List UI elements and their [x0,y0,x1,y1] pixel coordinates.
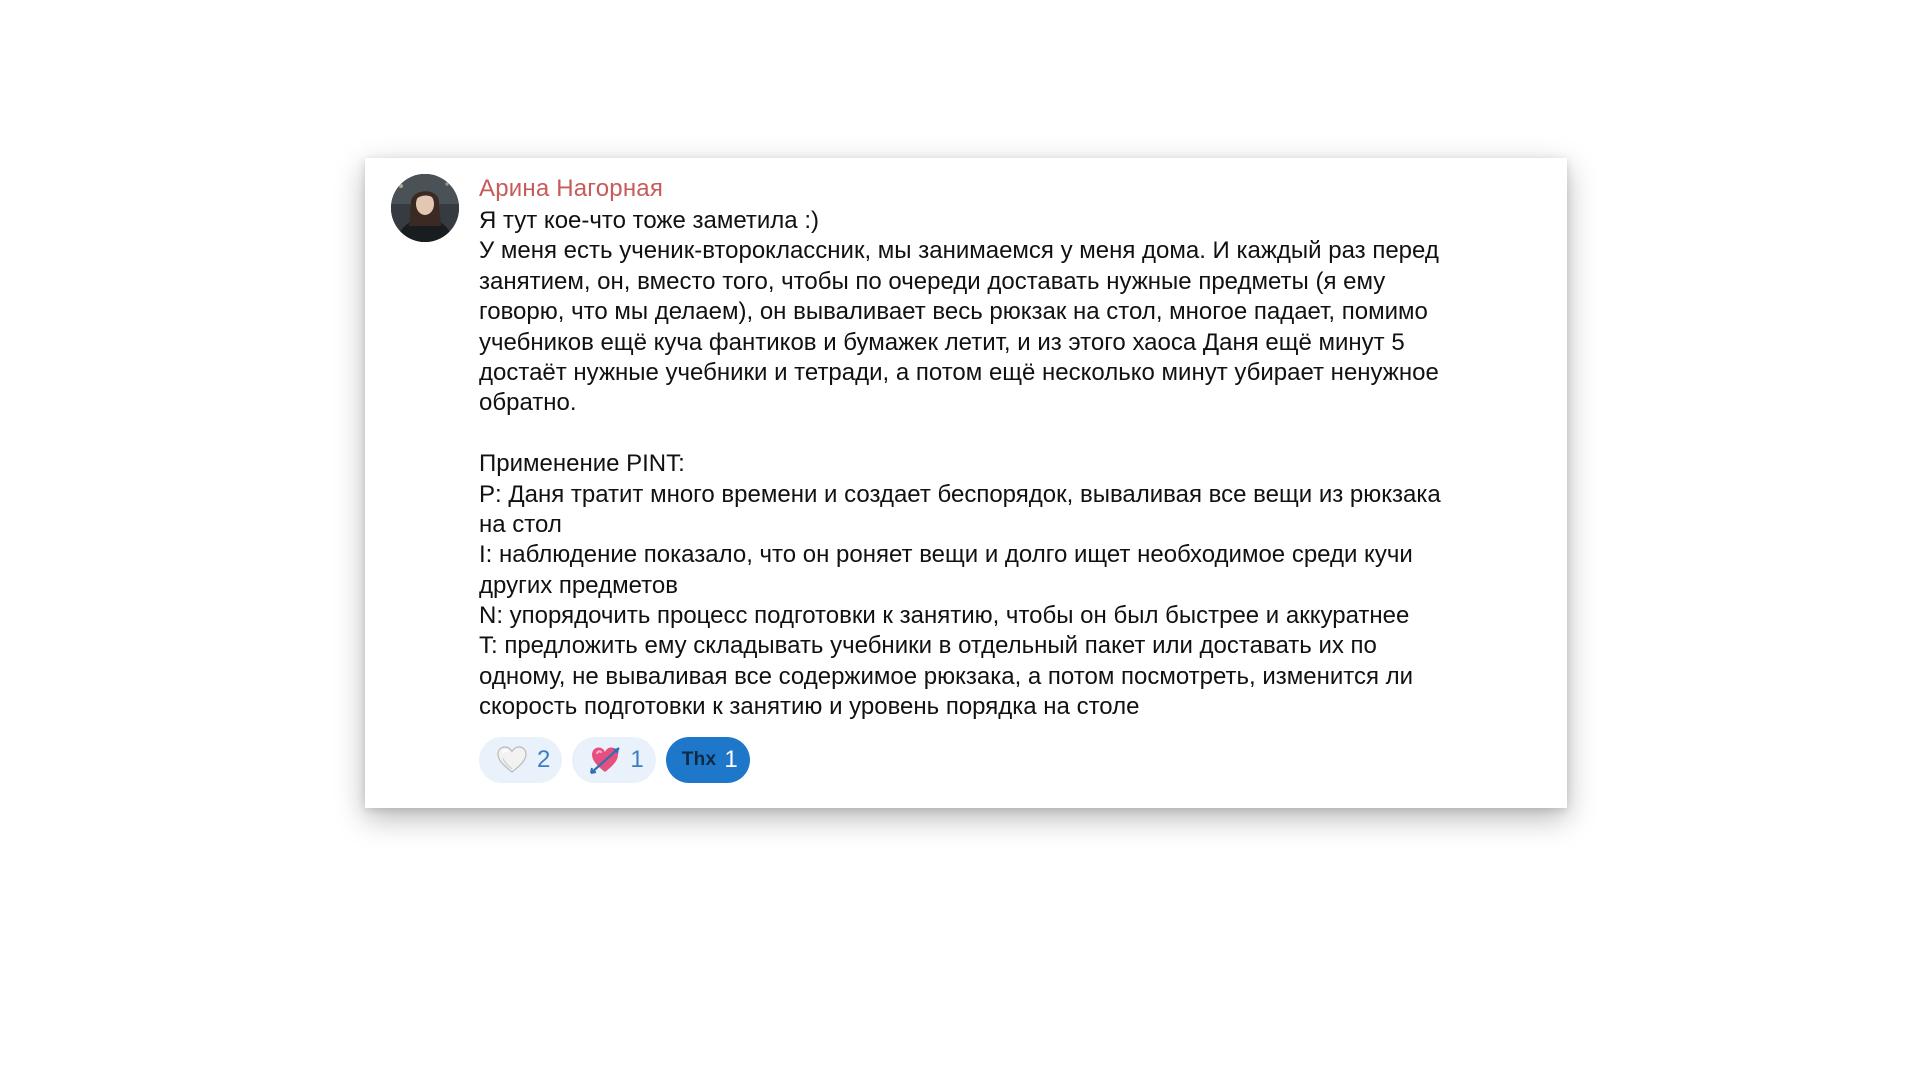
comment-line: на стол [479,510,562,538]
comment-line: P: Даня тратит много времени и создает беспорядок, вываливая все вещи из рюкзака [479,480,1441,508]
comment-line: одному, не вываливая все содержимое рюкзака, а потом посмотреть, изменится ли [479,662,1414,690]
white-heart-icon [495,743,529,777]
thx-sticker-icon: Thx [681,748,717,770]
reaction-heart-arrow-button[interactable] [572,737,655,783]
reaction-white-heart-button[interactable] [479,737,562,783]
author-name[interactable]: Арина Нагорная [479,175,664,202]
reaction-count: 1 [630,745,644,773]
reaction-count: 2 [537,745,551,773]
comment-line: занятием, он, вместо того, чтобы по очереди доставать нужные предметы (я ему [479,267,1386,295]
comment-line: I: наблюдение показало, что он роняет вещи и долго ищет необходимое среди кучи [479,541,1413,569]
reaction-thx-button[interactable] [666,737,750,783]
reactions-bar [479,737,1539,783]
avatar[interactable] [391,174,459,242]
comment-line: скорость подготовки к занятию и уровень порядка на столе [479,693,1140,721]
comment-line: Я тут кое-что тоже заметила :) [479,207,819,234]
comment-line: T: предложить ему складывать учебники в отдельный пакет или доставать их по [479,632,1377,660]
comment-line: учебников ещё куча фантиков и бумажек летит, и из этого хаоса Даня ещё минут 5 [479,328,1405,356]
heart-with-arrow-icon [588,743,622,777]
reaction-count: 1 [724,745,738,773]
avatar-photo-icon [391,174,459,242]
comment-line: обратно. [479,389,577,417]
comment-card [365,158,1567,808]
comment-line [479,419,1539,449]
comment-line: Применение PINT: [479,450,685,478]
comment-line: N: упорядочить процесс подготовки к занятию, чтобы он был быстрее и аккуратнее [479,602,1410,630]
comment-text [479,206,1539,723]
comment-line: говорю, что мы делаем), он вываливает весь рюкзак на стол, многое падает, помимо [479,298,1428,326]
comment-line: достаёт нужные учебники и тетради, а потом ещё несколько минут убирает ненужное [479,358,1439,386]
comment-line: У меня есть ученик-второклассник, мы занимаемся у меня дома. И каждый раз перед [479,237,1439,265]
comment-body [479,174,1539,783]
comment-line: других предметов [479,571,678,599]
